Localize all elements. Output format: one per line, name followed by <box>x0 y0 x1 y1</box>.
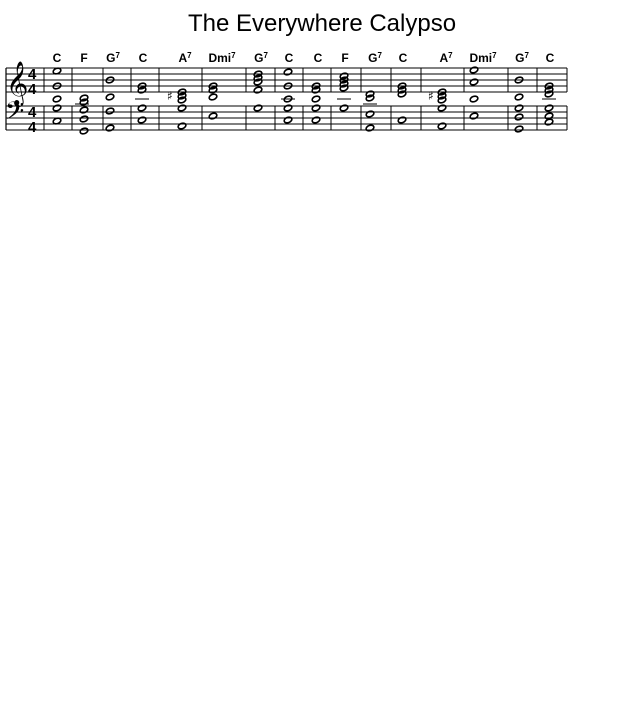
whole-note <box>283 68 292 76</box>
whole-note <box>105 93 114 101</box>
whole-note <box>79 127 88 135</box>
whole-note <box>52 95 61 103</box>
whole-note <box>208 93 217 101</box>
whole-note <box>177 122 186 130</box>
whole-note <box>105 124 114 132</box>
whole-note <box>365 124 374 132</box>
whole-note <box>105 107 114 115</box>
bass-time-denominator: 4 <box>28 119 37 136</box>
whole-note <box>283 104 292 112</box>
treble-clef-icon: 𝄞 <box>6 61 29 105</box>
whole-note <box>469 78 478 86</box>
chord-symbol: Dmi$^7$ <box>469 51 497 65</box>
whole-note <box>514 104 523 112</box>
chord-symbol: C <box>545 51 555 65</box>
whole-note <box>514 113 523 121</box>
whole-note <box>137 104 146 112</box>
chord-symbol: $G^7$ <box>368 51 382 65</box>
whole-note <box>365 110 374 118</box>
whole-note <box>311 116 320 124</box>
whole-note <box>544 104 553 112</box>
bass-clef-icon: 𝄢 <box>5 97 25 132</box>
sharp-icon: ♯ <box>428 89 434 103</box>
chord-symbol: $G^7$ <box>515 51 529 65</box>
chord-symbol: $G^7$ <box>106 51 120 65</box>
whole-note <box>177 104 186 112</box>
time-signature <box>28 66 37 136</box>
whole-note <box>514 125 523 133</box>
whole-note <box>79 115 88 123</box>
whole-note <box>339 104 348 112</box>
whole-note <box>253 104 262 112</box>
chord-symbol: $A^7$ <box>439 51 453 65</box>
treble-time-numerator: 4 <box>28 66 37 83</box>
clefs <box>5 61 28 132</box>
sharp-icon: ♯ <box>167 89 173 103</box>
whole-note <box>311 104 320 112</box>
whole-note <box>544 118 553 126</box>
chord-symbol: C <box>138 51 148 65</box>
whole-note <box>283 116 292 124</box>
chord-symbol: Dmi$^7$ <box>208 51 236 65</box>
chord-symbol: F <box>80 51 88 65</box>
notes <box>52 66 556 135</box>
whole-note <box>469 66 478 74</box>
whole-note <box>437 122 446 130</box>
whole-note <box>208 112 217 120</box>
whole-note <box>469 112 478 120</box>
whole-note <box>137 116 146 124</box>
chord-symbol: $A^7$ <box>178 51 192 65</box>
chord-symbols <box>53 51 555 65</box>
chord-symbol: F <box>341 51 349 65</box>
chord-symbol: C <box>398 51 408 65</box>
whole-note <box>469 95 478 103</box>
whole-note <box>52 104 61 112</box>
whole-note <box>311 95 320 103</box>
whole-note <box>253 86 262 94</box>
whole-note <box>514 93 523 101</box>
chord-symbol: C <box>313 51 323 65</box>
chord-symbol: C <box>52 51 62 65</box>
whole-note <box>437 104 446 112</box>
bass-time-numerator: 4 <box>28 104 37 121</box>
treble-time-denominator: 4 <box>28 81 37 98</box>
whole-note <box>79 106 88 114</box>
chord-symbol: $G^7$ <box>254 51 268 65</box>
chord-symbol: C <box>284 51 294 65</box>
whole-note <box>397 116 406 124</box>
song-title: The Everywhere Calypso <box>187 10 457 37</box>
